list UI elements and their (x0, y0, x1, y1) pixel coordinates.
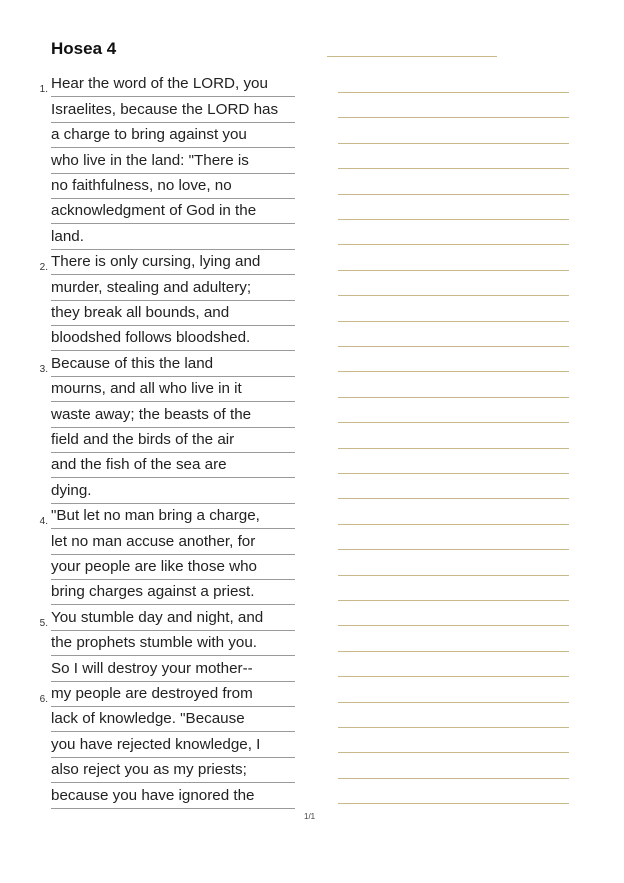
verse-text: waste away; the beasts of the (51, 405, 295, 428)
writing-line (338, 397, 569, 398)
verse-line (0, 72, 310, 97)
verse-text: a charge to bring against you (51, 125, 295, 148)
writing-line (338, 321, 569, 322)
verse-line (0, 174, 310, 199)
page-title: Hosea 4 (51, 39, 117, 58)
verse-text: You stumble day and night, and (51, 608, 295, 631)
verse-line (0, 580, 310, 605)
verse-text: land. (51, 227, 295, 250)
verse-line (0, 326, 310, 351)
verse-number: 3. (39, 363, 48, 375)
verse-text: bloodshed follows bloodshed. (51, 328, 295, 351)
verse-text: they break all bounds, and (51, 303, 295, 326)
verse-text: acknowledgment of God in the (51, 201, 295, 224)
writing-line (338, 727, 569, 728)
writing-line (338, 219, 569, 220)
verse-line (0, 783, 310, 808)
verse-text: your people are like those who (51, 557, 295, 580)
writing-line (338, 371, 569, 372)
verse-text: dying. (51, 481, 295, 504)
verse-line (0, 605, 310, 630)
verse-number: 1. (39, 84, 48, 96)
verse-line (0, 301, 310, 326)
verse-text: bring charges against a priest. (51, 582, 295, 605)
verse-text: who live in the land: "There is (51, 151, 295, 174)
writing-line (338, 194, 569, 195)
verse-text: Because of this the land (51, 354, 295, 377)
verse-line (0, 656, 310, 681)
verse-number: 5. (39, 617, 48, 629)
verse-line (0, 555, 310, 580)
writing-line (338, 752, 569, 753)
verse-line (0, 504, 310, 529)
verse-line (0, 199, 310, 224)
verse-text: Israelites, because the LORD has (51, 100, 295, 123)
verse-text: you have rejected knowledge, I (51, 735, 295, 758)
verse-line (0, 758, 310, 783)
verse-text: So I will destroy your mother-- (51, 659, 295, 682)
verse-line (0, 224, 310, 249)
verse-number: 2. (39, 262, 48, 274)
writing-line (338, 549, 569, 550)
writing-line (338, 295, 569, 296)
verse-text: the prophets stumble with you. (51, 633, 295, 656)
writing-line (338, 92, 569, 93)
writing-line (338, 422, 569, 423)
verse-text: mourns, and all who live in it (51, 379, 295, 402)
writing-line (338, 625, 569, 626)
verse-text: my people are destroyed from (51, 684, 295, 707)
verse-text: and the fish of the sea are (51, 455, 295, 478)
writing-line (338, 575, 569, 576)
writing-line (338, 803, 569, 804)
writing-line (338, 143, 569, 144)
writing-line (338, 168, 569, 169)
verse-line (0, 707, 310, 732)
verse-text: There is only cursing, lying and (51, 252, 295, 275)
verse-line (0, 732, 310, 757)
writing-line (338, 346, 569, 347)
verse-line (0, 123, 310, 148)
writing-line (338, 448, 569, 449)
verse-number: 6. (39, 693, 48, 705)
verse-line (0, 428, 310, 453)
verse-text: also reject you as my priests; (51, 760, 295, 783)
verse-line (0, 250, 310, 275)
verse-text: field and the birds of the air (51, 430, 295, 453)
writing-line (338, 473, 569, 474)
verse-text: "But let no man bring a charge, (51, 506, 295, 529)
verse-line (0, 148, 310, 173)
verse-text: Hear the word of the LORD, you (51, 74, 295, 97)
writing-line (338, 244, 569, 245)
verse-text: let no man accuse another, for (51, 532, 295, 555)
verse-text: lack of knowledge. "Because (51, 709, 295, 732)
writing-line (338, 270, 569, 271)
verse-line (0, 402, 310, 427)
verse-text: murder, stealing and adultery; (51, 278, 295, 301)
verse-line (0, 377, 310, 402)
writing-line (338, 702, 569, 703)
verse-line (0, 97, 310, 122)
verse-number: 4. (39, 516, 48, 528)
writing-line (338, 117, 569, 118)
name-writing-line (327, 56, 497, 57)
verse-line (0, 453, 310, 478)
verse-text: because you have ignored the (51, 786, 295, 809)
writing-line (338, 600, 569, 601)
verse-line (0, 275, 310, 300)
writing-line (338, 498, 569, 499)
page-number: 1/1 (304, 812, 316, 821)
verse-text: no faithfulness, no love, no (51, 176, 295, 199)
verse-line (0, 631, 310, 656)
verse-line (0, 351, 310, 376)
writing-line (338, 524, 569, 525)
writing-line (338, 651, 569, 652)
verse-line (0, 478, 310, 503)
verse-line (0, 529, 310, 554)
verse-line (0, 682, 310, 707)
writing-line (338, 676, 569, 677)
writing-line (338, 778, 569, 779)
